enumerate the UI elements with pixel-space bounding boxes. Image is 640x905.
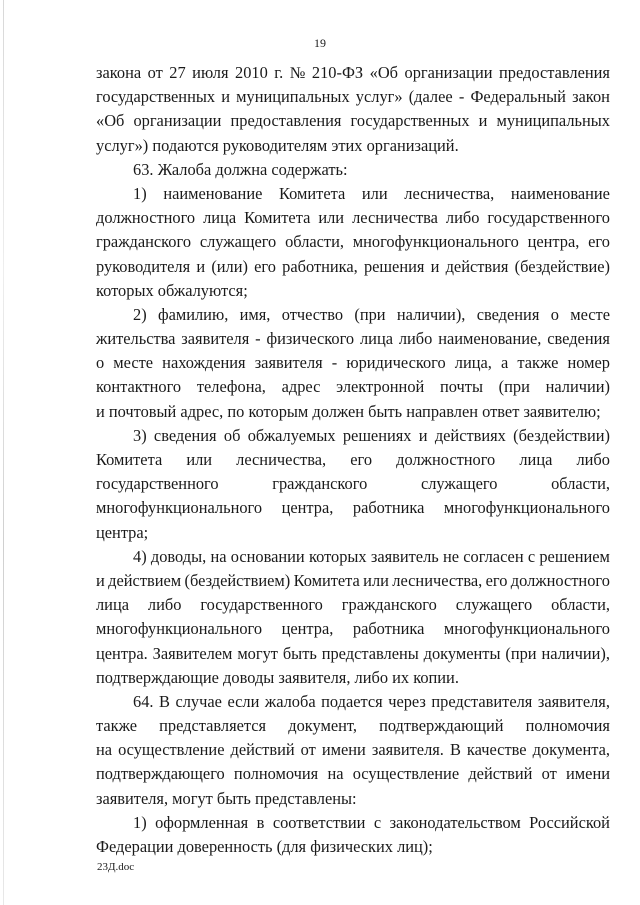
word: наличии) [545, 377, 610, 397]
word: 64. [133, 691, 154, 711]
word: центра, [281, 498, 334, 518]
word: его [588, 232, 610, 252]
word: 210-ФЗ [311, 63, 364, 82]
word: заявителя [181, 329, 250, 349]
word: а [501, 353, 509, 373]
word: услуг» [355, 87, 403, 107]
word: работника, [282, 256, 358, 276]
word: центра, [527, 232, 580, 252]
word: 4) [133, 546, 147, 566]
word: предоставления [499, 63, 610, 82]
word: юридического [346, 353, 446, 373]
word: наличии), [541, 643, 610, 663]
text-line [96, 424, 610, 448]
word: - [458, 87, 465, 107]
word: многофункционального [352, 232, 519, 252]
word: лесничества, [236, 450, 327, 469]
word: муниципальных [496, 111, 610, 131]
word: 3) [133, 425, 147, 445]
word: лица [360, 329, 393, 349]
word: июля [192, 63, 229, 82]
word: отчество [281, 304, 344, 324]
word: муниципальных [236, 87, 350, 107]
word: случае [175, 691, 222, 711]
word: в [256, 812, 265, 832]
text-line [96, 182, 610, 206]
word: осуществление [352, 764, 460, 784]
word: лица, [454, 353, 492, 373]
word: служащего [199, 232, 277, 252]
text-line: которых обжалуются; [96, 280, 248, 300]
word: сведения [153, 425, 217, 445]
word: предоставления [230, 111, 342, 131]
word: лесничества, [404, 183, 495, 203]
text-line: заявителя, могут быть представлены: [96, 788, 357, 808]
word: 2) [133, 304, 147, 324]
word: решениях [342, 425, 412, 445]
text-line [96, 811, 610, 835]
word: центра, [281, 619, 334, 639]
word: лица [203, 208, 237, 228]
text-line [96, 230, 610, 254]
text-line [96, 545, 610, 569]
word: 1) [133, 183, 147, 203]
text-line: Федерации доверенность (для физических лиц); [96, 837, 433, 856]
word: обжалуемых [247, 425, 336, 445]
word: «Об [96, 111, 125, 131]
word: не [442, 546, 460, 566]
word: контактного [96, 377, 182, 397]
word: документ, [288, 716, 357, 736]
word: гражданского [341, 595, 437, 615]
word: его [350, 450, 373, 469]
word: Комитета [244, 208, 311, 228]
text-line [96, 255, 610, 279]
word: месте [570, 304, 610, 324]
word: государственного [96, 474, 219, 494]
word: гражданского [96, 232, 192, 252]
text-line [96, 738, 610, 762]
word: на [327, 764, 344, 784]
word: полномочия [525, 716, 610, 736]
word: адрес [281, 377, 321, 397]
word: или [186, 450, 213, 469]
word: от [147, 63, 163, 82]
text-line: и почтовый адрес, по которым должен быть направлен ответ заявителю; [96, 401, 601, 421]
word: и [221, 87, 230, 107]
word: жительства [96, 329, 176, 349]
word: полномочия [233, 764, 319, 784]
footer-filename: 23Д.doc [97, 861, 135, 873]
word: № [289, 63, 306, 82]
word: законодательством [389, 812, 521, 832]
word: Комитета [96, 450, 163, 469]
word: действий [230, 740, 295, 760]
word: если [227, 691, 260, 711]
word: - [331, 353, 338, 373]
word: заявителя. [371, 740, 444, 760]
word: на [210, 546, 227, 566]
text-line [96, 351, 610, 375]
word: имя, [239, 304, 271, 324]
word: либо [147, 595, 182, 615]
word: также [96, 716, 137, 736]
word: согласен [463, 546, 524, 566]
word: В [159, 691, 170, 711]
word: имени [321, 740, 366, 760]
word: работника [352, 619, 425, 639]
word: фамилию, [157, 304, 229, 324]
word: почты [440, 377, 483, 397]
word: решением [539, 546, 610, 566]
word: многофункционального [443, 498, 610, 518]
word: или [318, 208, 345, 228]
document-body [96, 61, 610, 859]
word: или [363, 570, 389, 590]
word: закон [572, 87, 610, 107]
word: оформленная [155, 812, 249, 832]
text-line [96, 569, 610, 593]
word: действий [468, 764, 533, 784]
word: лица [96, 595, 129, 615]
word: (при [498, 377, 530, 397]
word: и [196, 256, 206, 276]
word: сведения [547, 329, 610, 349]
text-line [96, 303, 610, 327]
text-line [96, 109, 610, 133]
word: подается [321, 691, 383, 711]
word: - [255, 329, 261, 349]
word: работника [352, 498, 425, 518]
word: (бездействием) [184, 570, 291, 590]
text-line: услуг») подаются руководителям этих организаций. [96, 135, 459, 155]
word: организации [133, 111, 222, 131]
word: Федеральный [470, 87, 566, 107]
word: физического [266, 329, 355, 349]
word: через [388, 691, 426, 711]
word: о [550, 304, 559, 324]
word: его [254, 256, 276, 276]
word: с [527, 546, 536, 566]
word: соответствии [272, 812, 366, 832]
text-line [96, 472, 610, 496]
text-line [96, 642, 610, 666]
word: либо [576, 450, 610, 469]
word: документа, [532, 740, 610, 760]
word: области, [551, 595, 610, 615]
word: основании [230, 546, 305, 566]
word: (далее [408, 87, 453, 107]
word: 1) [133, 812, 147, 832]
word: решения [363, 256, 425, 276]
word: и [96, 570, 105, 590]
word: действиях [434, 425, 506, 445]
text-line [96, 61, 610, 85]
text-line [96, 206, 610, 230]
word: центра. [96, 643, 148, 663]
word: номер [567, 353, 610, 373]
word: должностного [510, 570, 610, 590]
word: заявителя, [537, 691, 610, 711]
word: либо [445, 208, 480, 228]
scan-edge [3, 0, 4, 905]
word: и [430, 256, 440, 276]
word: телефона, [196, 377, 266, 397]
word: осуществление [118, 740, 225, 760]
word: В [449, 740, 461, 760]
word: которых [308, 546, 367, 566]
word: организации [404, 63, 493, 82]
word: и [478, 111, 488, 131]
word: Российской [529, 812, 610, 832]
word: представителя [431, 691, 533, 711]
word: от [300, 740, 316, 760]
word: от [541, 764, 557, 784]
text-line [96, 593, 610, 617]
word: гражданского [272, 474, 368, 494]
word: закона [96, 63, 142, 82]
word: сведения [476, 304, 540, 324]
word: 27 [169, 63, 186, 82]
word: (бездействие) [514, 256, 610, 276]
text-line [96, 762, 610, 786]
word: электронной [336, 377, 425, 397]
word: наименование [163, 183, 263, 203]
word: (при [505, 643, 537, 663]
word: подтверждающего [96, 764, 225, 784]
word: государственного [487, 208, 610, 228]
text-line [96, 496, 610, 520]
word: имени [566, 764, 610, 784]
word: руководителя [96, 256, 191, 276]
word: лесничества [352, 208, 438, 228]
word: или [361, 183, 388, 203]
page-number: 19 [314, 36, 326, 50]
word: доводы, [150, 546, 207, 566]
word: «Об [369, 63, 398, 82]
word: лесничества, [392, 570, 483, 590]
word: должностного [96, 208, 196, 228]
text-line [96, 375, 610, 399]
word: многофункционального [96, 498, 263, 518]
word: (при [354, 304, 386, 324]
word: наличии), [396, 304, 466, 324]
word: Комитета [279, 183, 346, 203]
text-line: 63. Жалоба должна содержать: [133, 159, 348, 179]
word: государственных [350, 111, 470, 131]
text-line [96, 617, 610, 641]
word: нахождения [162, 353, 246, 373]
word: лица [519, 450, 553, 469]
word: служащего [420, 474, 498, 494]
text-line: центра; [96, 522, 149, 542]
word: на [96, 740, 113, 760]
word: (или) [211, 256, 248, 276]
text-line [96, 327, 610, 351]
word: месте [113, 353, 154, 373]
word: о [96, 353, 105, 373]
text-line [96, 690, 610, 714]
word: г. [274, 63, 284, 82]
text-line [96, 448, 610, 472]
text-line: подтверждающие доводы заявителя, либо их копии. [96, 667, 459, 687]
word: быть [282, 643, 317, 663]
word: (бездействии) [513, 425, 610, 445]
word: жалоба [264, 691, 316, 711]
word: подтверждающий [379, 716, 504, 736]
word: представлены [321, 643, 419, 663]
word: служащего [455, 595, 533, 615]
word: и [418, 425, 428, 445]
word: государственных [96, 87, 216, 107]
word: 2010 [235, 63, 268, 82]
word: наименование, [438, 329, 542, 349]
word: могут [237, 643, 278, 663]
word: Заявителем [152, 643, 233, 663]
word: области, [285, 232, 344, 252]
word: Комитета [293, 570, 360, 590]
word: многофункционального [96, 619, 263, 639]
text-line [96, 714, 610, 738]
word: многофункционального [443, 619, 610, 639]
word: качестве [466, 740, 527, 760]
word: с [373, 812, 382, 832]
word: наименование [510, 183, 610, 203]
word: также [517, 353, 559, 373]
word: документы [423, 643, 501, 663]
word: заявитель [370, 546, 439, 566]
word: действия [445, 256, 509, 276]
word: государственного [200, 595, 323, 615]
word: об [223, 425, 241, 445]
word: заявителя [254, 353, 323, 373]
text-line [96, 85, 610, 109]
word: его [485, 570, 508, 590]
word: области, [551, 474, 610, 494]
word: должностного [396, 450, 496, 469]
word: представляется [159, 716, 267, 736]
word: действием [108, 570, 182, 590]
word: либо [398, 329, 433, 349]
